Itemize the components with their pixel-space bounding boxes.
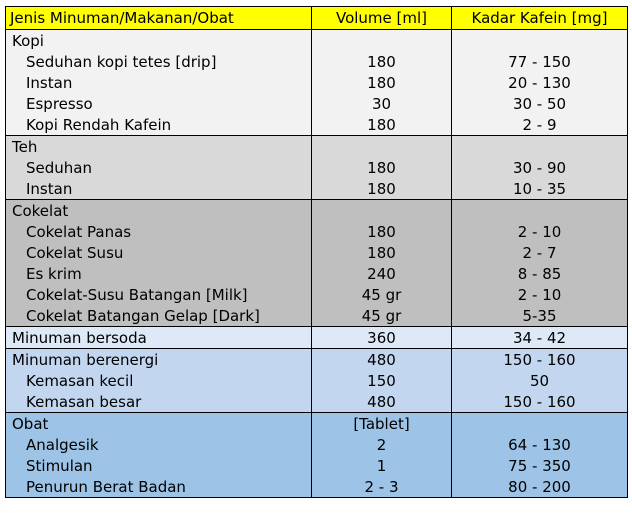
group-header-row <box>6 349 628 371</box>
table-row <box>6 263 628 284</box>
table-row <box>6 51 628 72</box>
item-name-cell: Seduhan <box>6 157 312 178</box>
caffeine-cell: 2 - 9 <box>452 114 628 136</box>
item-name-cell: Teh <box>6 136 312 158</box>
volume-cell <box>312 200 452 222</box>
table-row <box>6 305 628 327</box>
item-name-cell: Obat <box>6 413 312 435</box>
caffeine-cell: 150 - 160 <box>452 391 628 413</box>
caffeine-cell: 50 <box>452 370 628 391</box>
caffeine-table <box>5 6 628 498</box>
volume-cell: 45 gr <box>312 305 452 327</box>
item-name-cell: Kopi Rendah Kafein <box>6 114 312 136</box>
volume-cell: 180 <box>312 51 452 72</box>
item-name-cell: Cokelat <box>6 200 312 222</box>
item-name-cell: Instan <box>6 178 312 200</box>
group-header-row <box>6 30 628 52</box>
volume-cell: 30 <box>312 93 452 114</box>
table-row <box>6 284 628 305</box>
table-body <box>6 30 628 498</box>
caffeine-table-container <box>5 6 628 498</box>
caffeine-cell: 77 - 150 <box>452 51 628 72</box>
group-header-row <box>6 327 628 349</box>
caffeine-cell <box>452 200 628 222</box>
item-name-cell: Cokelat-Susu Batangan [Milk] <box>6 284 312 305</box>
volume-cell: 180 <box>312 242 452 263</box>
caffeine-cell: 20 - 130 <box>452 72 628 93</box>
caffeine-cell: 2 - 10 <box>452 221 628 242</box>
table-row <box>6 72 628 93</box>
volume-cell: 360 <box>312 327 452 349</box>
header-volume: Volume [ml] <box>312 7 452 30</box>
volume-cell: 240 <box>312 263 452 284</box>
volume-cell: 180 <box>312 157 452 178</box>
volume-cell: [Tablet] <box>312 413 452 435</box>
item-name-cell: Seduhan kopi tetes [drip] <box>6 51 312 72</box>
caffeine-cell: 64 - 130 <box>452 434 628 455</box>
caffeine-cell: 8 - 85 <box>452 263 628 284</box>
item-name-cell: Penurun Berat Badan <box>6 476 312 498</box>
table-row <box>6 221 628 242</box>
group-header-row <box>6 136 628 158</box>
caffeine-cell: 5-35 <box>452 305 628 327</box>
volume-cell: 480 <box>312 349 452 371</box>
volume-cell: 45 gr <box>312 284 452 305</box>
table-row <box>6 157 628 178</box>
table-row <box>6 391 628 413</box>
table-row <box>6 93 628 114</box>
table-row <box>6 455 628 476</box>
table-row <box>6 178 628 200</box>
header-row <box>6 7 628 30</box>
volume-cell: 180 <box>312 114 452 136</box>
item-name-cell: Kemasan besar <box>6 391 312 413</box>
item-name-cell: Kemasan kecil <box>6 370 312 391</box>
caffeine-cell: 30 - 90 <box>452 157 628 178</box>
caffeine-cell: 150 - 160 <box>452 349 628 371</box>
item-name-cell: Stimulan <box>6 455 312 476</box>
caffeine-cell: 75 - 350 <box>452 455 628 476</box>
item-name-cell: Es krim <box>6 263 312 284</box>
item-name-cell: Kopi <box>6 30 312 52</box>
caffeine-cell <box>452 413 628 435</box>
table-row <box>6 370 628 391</box>
header-caffeine: Kadar Kafein [mg] <box>452 7 628 30</box>
group-header-row <box>6 200 628 222</box>
volume-cell <box>312 30 452 52</box>
caffeine-cell: 30 - 50 <box>452 93 628 114</box>
table-row <box>6 476 628 498</box>
table-row <box>6 114 628 136</box>
volume-cell: 1 <box>312 455 452 476</box>
caffeine-cell <box>452 136 628 158</box>
caffeine-cell <box>452 30 628 52</box>
table-row <box>6 434 628 455</box>
caffeine-cell: 80 - 200 <box>452 476 628 498</box>
volume-cell: 480 <box>312 391 452 413</box>
item-name-cell: Analgesik <box>6 434 312 455</box>
volume-cell: 2 - 3 <box>312 476 452 498</box>
volume-cell: 180 <box>312 72 452 93</box>
item-name-cell: Cokelat Panas <box>6 221 312 242</box>
volume-cell <box>312 136 452 158</box>
volume-cell: 150 <box>312 370 452 391</box>
header-item: Jenis Minuman/Makanan/Obat <box>6 7 312 30</box>
caffeine-cell: 34 - 42 <box>452 327 628 349</box>
volume-cell: 180 <box>312 178 452 200</box>
volume-cell: 2 <box>312 434 452 455</box>
item-name-cell: Cokelat Susu <box>6 242 312 263</box>
item-name-cell: Instan <box>6 72 312 93</box>
group-header-row <box>6 413 628 435</box>
volume-cell: 180 <box>312 221 452 242</box>
item-name-cell: Minuman berenergi <box>6 349 312 371</box>
caffeine-cell: 10 - 35 <box>452 178 628 200</box>
table-row <box>6 242 628 263</box>
table-header <box>6 7 628 30</box>
caffeine-cell: 2 - 7 <box>452 242 628 263</box>
item-name-cell: Espresso <box>6 93 312 114</box>
item-name-cell: Cokelat Batangan Gelap [Dark] <box>6 305 312 327</box>
caffeine-cell: 2 - 10 <box>452 284 628 305</box>
item-name-cell: Minuman bersoda <box>6 327 312 349</box>
